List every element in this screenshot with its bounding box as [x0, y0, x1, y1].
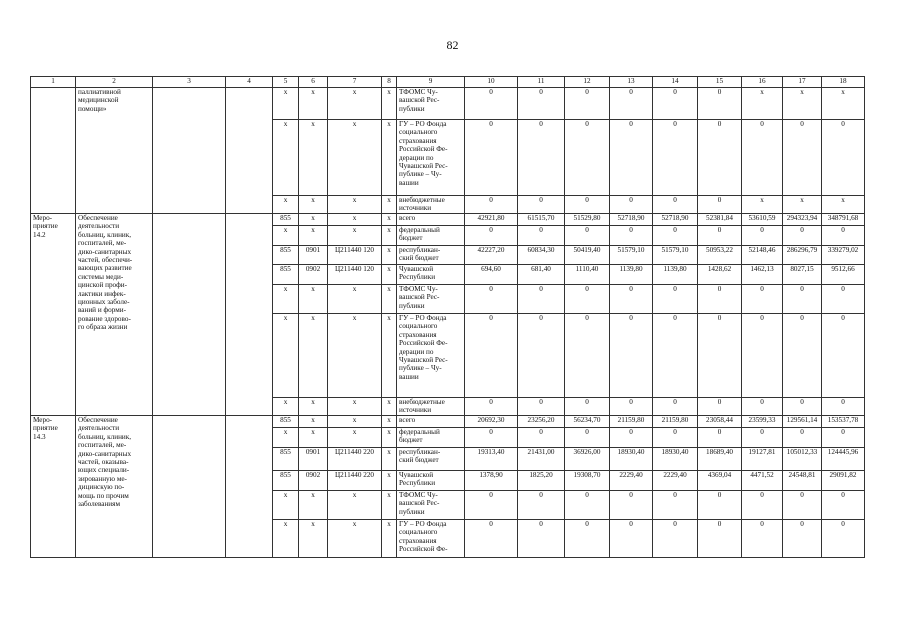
grbs-code-cell: x [273, 88, 299, 120]
amount-cell: 0 [465, 285, 518, 314]
amount-cell: 0 [565, 120, 610, 196]
grbs-code-cell: x [273, 120, 299, 196]
column-number: 13 [610, 77, 653, 88]
grbs-code-cell: 855 [273, 448, 299, 471]
section-code-cell: x [299, 120, 328, 196]
column-number: 12 [565, 77, 610, 88]
amount-cell: 0 [610, 520, 653, 558]
funding-source-cell: внебюджетные источники [397, 196, 465, 214]
amount-cell: 348791,68 [822, 214, 865, 226]
amount-cell: 0 [610, 314, 653, 398]
amount-cell: 0 [822, 120, 865, 196]
amount-cell: 0 [698, 88, 742, 120]
column-number: 2 [76, 77, 153, 88]
amount-cell: 153537,78 [822, 416, 865, 428]
amount-cell: 1462,13 [742, 265, 783, 285]
measure-label-cell [31, 88, 76, 214]
amount-cell: 42227,20 [465, 246, 518, 265]
amount-cell: 0 [610, 285, 653, 314]
target-article-cell: Ц211440 120 [328, 246, 382, 265]
grbs-code-cell: 855 [273, 265, 299, 285]
amount-cell: 0 [698, 520, 742, 558]
amount-cell: 0 [742, 428, 783, 448]
funding-source-cell: ГУ – РО Фонда социального страхования Российской Фе- [397, 520, 465, 558]
amount-cell: 0 [518, 491, 565, 520]
expense-group-cell: x [382, 520, 397, 558]
amount-cell: 0 [653, 226, 698, 246]
target-article-cell: Ц211440 220 [328, 471, 382, 491]
funding-source-cell: ТФОМС Чу- вашской Рес- публики [397, 285, 465, 314]
target-article-cell: x [328, 196, 382, 214]
amount-cell: 56234,70 [565, 416, 610, 428]
section-code-cell: x [299, 88, 328, 120]
funding-source-cell: федеральный бюджет [397, 428, 465, 448]
amount-cell: 0 [653, 285, 698, 314]
amount-cell: 0 [565, 428, 610, 448]
amount-cell: 694,60 [465, 265, 518, 285]
funding-source-cell: республикан- ский бюджет [397, 246, 465, 265]
grbs-code-cell: 855 [273, 246, 299, 265]
amount-cell: 0 [465, 226, 518, 246]
amount-cell: 0 [653, 491, 698, 520]
expense-group-cell: x [382, 398, 397, 416]
amount-cell: 23256,20 [518, 416, 565, 428]
grbs-code-cell: x [273, 196, 299, 214]
amount-cell: 0 [698, 314, 742, 398]
amount-cell: 0 [610, 120, 653, 196]
target-article-cell: x [328, 491, 382, 520]
executor-cell [153, 88, 226, 214]
amount-cell: 20692,30 [465, 416, 518, 428]
amount-cell: 0 [653, 314, 698, 398]
grbs-code-cell: x [273, 226, 299, 246]
funding-source-cell: Чувашской Республики [397, 265, 465, 285]
table-row [31, 88, 865, 120]
amount-cell: 129561,14 [783, 416, 822, 428]
measure-description-cell: Обеспечение деятельности больниц, клиник, госпиталей, ме- дико-санитарных частей, обеспечи- вающих развитие системы меди- цинской профи- лактики инфек- ционных заболе- ваний и форми- рование здорово- го образа жизни [76, 214, 153, 416]
table-row [31, 416, 865, 428]
amount-cell: 0 [518, 226, 565, 246]
amount-cell: 294323,94 [783, 214, 822, 226]
amount-cell: 1428,62 [698, 265, 742, 285]
column-number: 18 [822, 77, 865, 88]
amount-cell: 52148,46 [742, 246, 783, 265]
funding-source-cell: федеральный бюджет [397, 226, 465, 246]
section-code-cell: x [299, 214, 328, 226]
amount-cell: 42921,80 [465, 214, 518, 226]
target-article-cell: x [328, 214, 382, 226]
amount-cell: 36926,00 [565, 448, 610, 471]
amount-cell: 19308,70 [565, 471, 610, 491]
measure-label-cell: Меро- приятие 14.2 [31, 214, 76, 416]
amount-cell: 24548,81 [783, 471, 822, 491]
expense-group-cell: x [382, 448, 397, 471]
coexecutor-cell [226, 88, 273, 214]
amount-cell: 0 [822, 491, 865, 520]
section-code-cell: x [299, 416, 328, 428]
amount-cell: 0 [653, 120, 698, 196]
target-article-cell: x [328, 88, 382, 120]
executor-cell [153, 416, 226, 558]
section-code-cell: x [299, 314, 328, 398]
column-number: 14 [653, 77, 698, 88]
amount-cell: 0 [822, 398, 865, 416]
amount-cell: 1110,40 [565, 265, 610, 285]
target-article-cell: Ц211440 120 [328, 265, 382, 285]
funding-source-cell: ГУ – РО Фонда социального страхования Российской Фе- дерации по Чувашской Рес- публике – Чу- вашии [397, 120, 465, 196]
expense-group-cell: x [382, 265, 397, 285]
expense-group-cell: x [382, 471, 397, 491]
amount-cell: 0 [742, 120, 783, 196]
funding-source-cell: ТФОМС Чу- вашской Рес- публики [397, 491, 465, 520]
column-number: 9 [397, 77, 465, 88]
amount-cell: 0 [742, 285, 783, 314]
column-number: 11 [518, 77, 565, 88]
expense-group-cell: x [382, 88, 397, 120]
amount-cell: 0 [565, 285, 610, 314]
amount-cell: 8027,15 [783, 265, 822, 285]
amount-cell: 60834,30 [518, 246, 565, 265]
funding-source-cell: ГУ – РО Фонда социального страхования Российской Фе- дерации по Чувашской Рес- публике – Чу- вашии [397, 314, 465, 398]
funding-source-cell: внебюджетные источники [397, 398, 465, 416]
amount-cell: 19127,81 [742, 448, 783, 471]
measure-label-cell: Меро- приятие 14.3 [31, 416, 76, 558]
amount-cell: 19313,40 [465, 448, 518, 471]
measure-description-cell: Обеспечение деятельности больниц, клиник, госпиталей, ме- дико-санитарных частей, оказыва- ющих специали- зированную ме- дицинскую по- мощь по прочим заболеваниям [76, 416, 153, 558]
amount-cell: 0 [698, 196, 742, 214]
amount-cell: 29091,82 [822, 471, 865, 491]
amount-cell: 18930,40 [610, 448, 653, 471]
column-number: 17 [783, 77, 822, 88]
expense-group-cell: x [382, 314, 397, 398]
amount-cell: 0 [518, 120, 565, 196]
target-article-cell: x [328, 120, 382, 196]
column-number: 1 [31, 77, 76, 88]
column-number: 16 [742, 77, 783, 88]
funding-source-cell: всего [397, 416, 465, 428]
expense-group-cell: x [382, 196, 397, 214]
amount-cell: 61515,70 [518, 214, 565, 226]
measure-description-cell: паллиативной медицинской помощи» [76, 88, 153, 214]
amount-cell: 0 [518, 285, 565, 314]
amount-cell: 0 [565, 314, 610, 398]
amount-cell: 0 [742, 520, 783, 558]
section-code-cell: 0902 [299, 265, 328, 285]
amount-cell: 105012,33 [783, 448, 822, 471]
section-code-cell: x [299, 226, 328, 246]
amount-cell: 0 [610, 196, 653, 214]
column-number: 5 [273, 77, 299, 88]
grbs-code-cell: 855 [273, 416, 299, 428]
amount-cell: 23599,33 [742, 416, 783, 428]
amount-cell: 0 [465, 491, 518, 520]
amount-cell: 0 [565, 226, 610, 246]
amount-cell: 0 [742, 398, 783, 416]
amount-cell: 4471,52 [742, 471, 783, 491]
amount-cell: 1378,90 [465, 471, 518, 491]
amount-cell: 0 [822, 520, 865, 558]
section-code-cell: x [299, 428, 328, 448]
amount-cell: 0 [518, 88, 565, 120]
expense-group-cell: x [382, 416, 397, 428]
amount-cell: 286296,79 [783, 246, 822, 265]
target-article-cell: x [328, 416, 382, 428]
amount-cell: x [742, 88, 783, 120]
amount-cell: 0 [783, 120, 822, 196]
amount-cell: 0 [653, 398, 698, 416]
amount-cell: 0 [610, 398, 653, 416]
section-code-cell: x [299, 491, 328, 520]
amount-cell: 18689,40 [698, 448, 742, 471]
amount-cell: 0 [653, 520, 698, 558]
amount-cell: x [822, 196, 865, 214]
target-article-cell: x [328, 520, 382, 558]
amount-cell: 0 [653, 196, 698, 214]
amount-cell: 124445,96 [822, 448, 865, 471]
funding-source-cell: республикан- ский бюджет [397, 448, 465, 471]
amount-cell: x [822, 88, 865, 120]
amount-cell: 0 [822, 314, 865, 398]
grbs-code-cell: x [273, 285, 299, 314]
grbs-code-cell: 855 [273, 214, 299, 226]
target-article-cell: x [328, 285, 382, 314]
expense-group-cell: x [382, 246, 397, 265]
target-article-cell: x [328, 398, 382, 416]
target-article-cell: x [328, 428, 382, 448]
budget-table [30, 76, 865, 558]
section-code-cell: 0902 [299, 471, 328, 491]
amount-cell: 0 [610, 226, 653, 246]
amount-cell: 0 [783, 428, 822, 448]
column-number: 7 [328, 77, 382, 88]
expense-group-cell: x [382, 226, 397, 246]
grbs-code-cell: x [273, 398, 299, 416]
amount-cell: 0 [465, 398, 518, 416]
column-number: 8 [382, 77, 397, 88]
amount-cell: x [742, 196, 783, 214]
amount-cell: x [783, 88, 822, 120]
grbs-code-cell: x [273, 428, 299, 448]
section-code-cell: x [299, 520, 328, 558]
amount-cell: 23058,44 [698, 416, 742, 428]
amount-cell: 0 [742, 491, 783, 520]
amount-cell: 21159,80 [610, 416, 653, 428]
target-article-cell: Ц211440 220 [328, 448, 382, 471]
amount-cell: 0 [783, 314, 822, 398]
target-article-cell: x [328, 226, 382, 246]
amount-cell: 0 [653, 428, 698, 448]
table-row [31, 214, 865, 226]
amount-cell: 0 [518, 314, 565, 398]
amount-cell: 51529,80 [565, 214, 610, 226]
amount-cell: 0 [698, 226, 742, 246]
amount-cell: 0 [518, 398, 565, 416]
amount-cell: 681,40 [518, 265, 565, 285]
amount-cell: 339279,02 [822, 246, 865, 265]
amount-cell: 0 [465, 196, 518, 214]
amount-cell: 0 [465, 120, 518, 196]
funding-source-cell: ТФОМС Чу- вашской Рес- публики [397, 88, 465, 120]
amount-cell: 0 [653, 88, 698, 120]
amount-cell: 0 [610, 88, 653, 120]
grbs-code-cell: x [273, 520, 299, 558]
funding-source-cell: всего [397, 214, 465, 226]
column-number: 15 [698, 77, 742, 88]
target-article-cell: x [328, 314, 382, 398]
amount-cell: 21159,80 [653, 416, 698, 428]
amount-cell: 0 [698, 491, 742, 520]
amount-cell: 0 [565, 491, 610, 520]
amount-cell: x [783, 196, 822, 214]
amount-cell: 52718,90 [610, 214, 653, 226]
amount-cell: 0 [698, 428, 742, 448]
section-code-cell: 0901 [299, 448, 328, 471]
amount-cell: 0 [698, 120, 742, 196]
amount-cell: 0 [783, 285, 822, 314]
amount-cell: 0 [465, 314, 518, 398]
amount-cell: 21431,00 [518, 448, 565, 471]
amount-cell: 0 [783, 226, 822, 246]
column-number: 10 [465, 77, 518, 88]
amount-cell: 0 [465, 520, 518, 558]
column-number: 3 [153, 77, 226, 88]
amount-cell: 51579,10 [653, 246, 698, 265]
grbs-code-cell: 855 [273, 471, 299, 491]
amount-cell: 0 [610, 491, 653, 520]
amount-cell: 0 [783, 398, 822, 416]
grbs-code-cell: x [273, 491, 299, 520]
amount-cell: 9512,66 [822, 265, 865, 285]
expense-group-cell: x [382, 285, 397, 314]
funding-source-cell: Чувашской Республики [397, 471, 465, 491]
amount-cell: 0 [565, 196, 610, 214]
amount-cell: 1139,80 [653, 265, 698, 285]
amount-cell: 0 [465, 88, 518, 120]
amount-cell: 0 [783, 520, 822, 558]
expense-group-cell: x [382, 214, 397, 226]
amount-cell: 0 [518, 428, 565, 448]
amount-cell: 1825,20 [518, 471, 565, 491]
amount-cell: 50953,22 [698, 246, 742, 265]
amount-cell: 0 [742, 226, 783, 246]
column-number: 4 [226, 77, 273, 88]
amount-cell: 0 [822, 226, 865, 246]
amount-cell: 0 [610, 428, 653, 448]
page-number: 82 [446, 38, 459, 52]
amount-cell: 51579,10 [610, 246, 653, 265]
coexecutor-cell [226, 416, 273, 558]
expense-group-cell: x [382, 120, 397, 196]
coexecutor-cell [226, 214, 273, 416]
amount-cell: 0 [698, 398, 742, 416]
amount-cell: 52381,84 [698, 214, 742, 226]
section-code-cell: x [299, 196, 328, 214]
amount-cell: 53610,59 [742, 214, 783, 226]
amount-cell: 0 [565, 88, 610, 120]
amount-cell: 2229,40 [610, 471, 653, 491]
amount-cell: 0 [742, 314, 783, 398]
amount-cell: 0 [465, 428, 518, 448]
column-number-header [31, 77, 865, 88]
amount-cell: 0 [822, 428, 865, 448]
column-number: 6 [299, 77, 328, 88]
expense-group-cell: x [382, 491, 397, 520]
amount-cell: 0 [822, 285, 865, 314]
executor-cell [153, 214, 226, 416]
expense-group-cell: x [382, 428, 397, 448]
amount-cell: 0 [783, 491, 822, 520]
section-code-cell: x [299, 398, 328, 416]
amount-cell: 0 [565, 520, 610, 558]
amount-cell: 52718,90 [653, 214, 698, 226]
amount-cell: 0 [565, 398, 610, 416]
amount-cell: 2229,40 [653, 471, 698, 491]
grbs-code-cell: x [273, 314, 299, 398]
amount-cell: 1139,80 [610, 265, 653, 285]
section-code-cell: x [299, 285, 328, 314]
amount-cell: 0 [698, 285, 742, 314]
amount-cell: 50419,40 [565, 246, 610, 265]
amount-cell: 18930,40 [653, 448, 698, 471]
amount-cell: 0 [518, 196, 565, 214]
section-code-cell: 0901 [299, 246, 328, 265]
amount-cell: 4369,04 [698, 471, 742, 491]
amount-cell: 0 [518, 520, 565, 558]
